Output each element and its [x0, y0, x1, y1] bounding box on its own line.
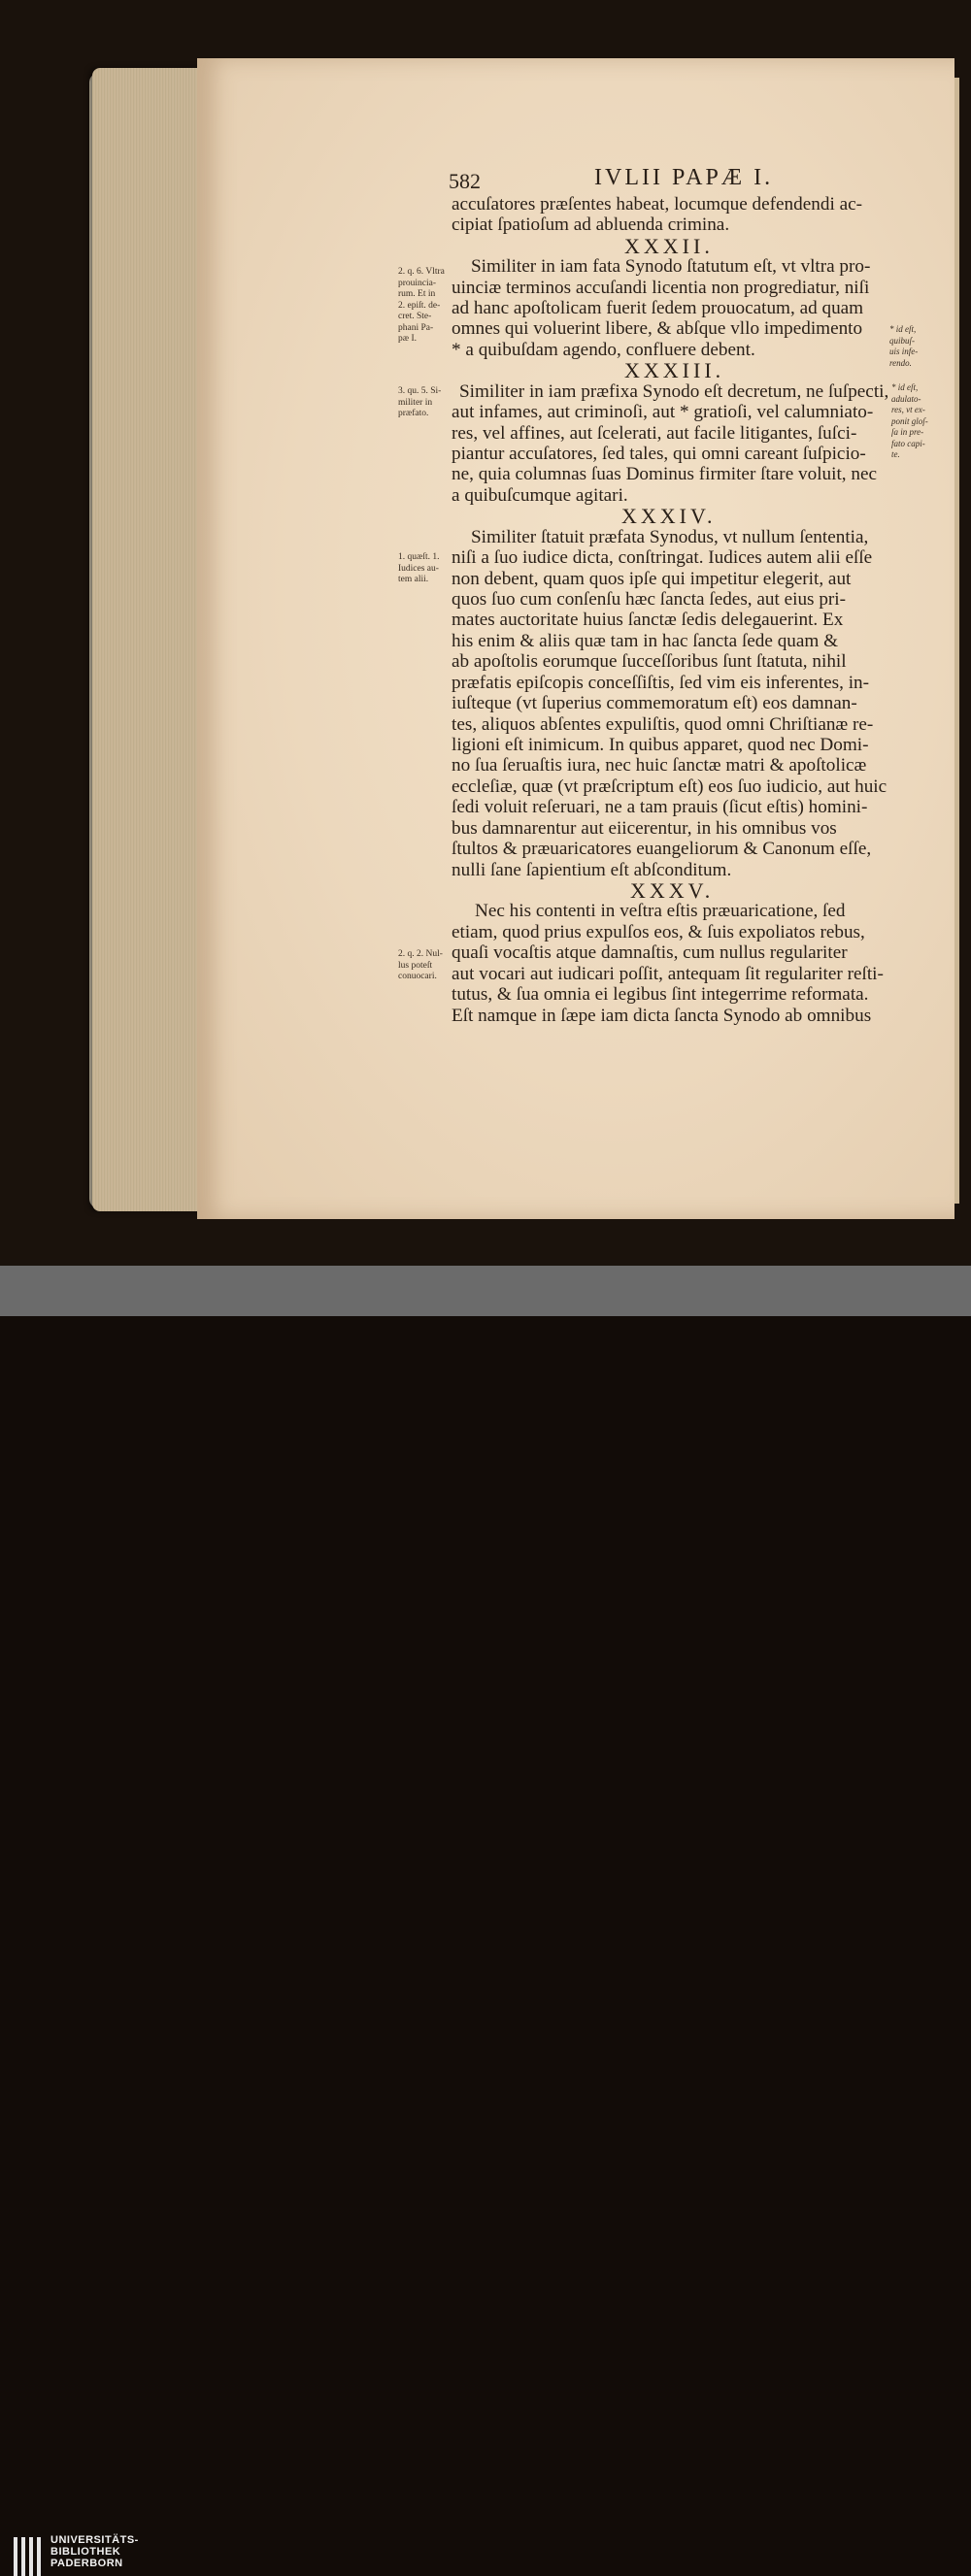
body-line: accuſatores præſentes habeat, locumque defendendi ac-	[452, 194, 862, 215]
running-title: IVLII PAPÆ I.	[594, 165, 774, 190]
margin-note-right: quibuſ-	[889, 335, 915, 346]
logo-stripe-icon	[21, 2537, 25, 2576]
body-line: ab apoſtolis eorumque ſucceſſoribus ſunt ſtatuta, nihil	[452, 651, 847, 672]
body-line: Eſt namque in ſæpe iam dicta ſancta Synodo ab omnibus	[452, 1006, 872, 1026]
margin-note-right: ſa in pre-	[891, 427, 924, 437]
body-line: a quibuſcumque agitari.	[452, 485, 628, 506]
margin-note-left: 2. epiſt. de-	[398, 300, 441, 311]
page-stack-edges	[92, 68, 209, 1211]
body-line: etiam, quod prius expulſos eos, & ſuis expoliatos rebus,	[452, 922, 865, 942]
margin-note-left: lus poteſt	[398, 960, 433, 971]
body-line: his enim & aliis quæ tam in hac ſancta ſede quam &	[452, 631, 839, 651]
margin-note-left: conuocari.	[398, 972, 437, 981]
body-line: ligioni eſt inimicum. In quibus apparet, quod nec Domi-	[452, 735, 869, 755]
margin-note-right: adulato-	[891, 393, 921, 404]
body-line: ſtultos & præuaricatores euangeliorum & Canonum eſſe,	[452, 839, 872, 859]
margin-note-right: te.	[891, 449, 900, 459]
section-heading: XXXIII.	[624, 358, 725, 382]
body-line: ne, quia columnas ſuas Dominus firmiter ſtare voluit, nec	[452, 464, 878, 484]
section-heading: XXXV.	[630, 878, 715, 903]
section-heading: XXXII.	[624, 234, 714, 258]
body-line: Nec his contenti in veſtra eſtis præuaricatione, ſed	[475, 901, 846, 921]
body-line: Similiter ſtatuit præfata Synodus, vt nullum ſententia,	[471, 527, 869, 547]
margin-note-right: ponit gloſ-	[891, 415, 928, 426]
margin-note-right: uis infe-	[889, 347, 919, 356]
body-line: no ſua ſeruaſtis iura, nec huic ſanctæ matri & apoſtolicæ	[452, 755, 867, 776]
margin-note-left: 2. q. 2. Nul-	[398, 949, 443, 959]
margin-note-right: * id eſt,	[889, 324, 917, 334]
body-line: ſedi voluit reſeruari, ne a tam prauis (ſicut eſtis) homini-	[452, 797, 868, 817]
body-line: præfatis epiſcopis conceſſiſtis, ſed vim eis inferentes, in-	[452, 673, 870, 693]
logo-line-3: PADERBORN	[50, 2558, 123, 2569]
body-line: niſi a ſuo iudice dicta, conſtringat. Iudices autem alii eſſe	[452, 547, 873, 568]
margin-note-left: 2. q. 6. Vltra	[398, 267, 445, 277]
margin-note-left: præfato.	[398, 409, 429, 418]
logo-line-1: UNIVERSITÄTS-	[50, 2534, 139, 2546]
body-line: Similiter in iam fata Synodo ſtatutum eſt, vt vltra pro-	[471, 256, 871, 277]
body-line: piantur accuſatores, ſed tales, qui omni careant ſuſpicio-	[452, 444, 866, 464]
margin-note-left: Iudices au-	[398, 563, 439, 574]
body-line: aut vocari aut iudicari poſſit, antequam ſit regulariter reſti-	[452, 964, 884, 984]
body-line: eccleſiæ, quæ (vt præſcriptum eſt) eos ſuo iudicio, aut huic	[452, 776, 887, 797]
margin-note-right: rendo.	[889, 357, 912, 368]
margin-note-left: 1. quæſt. 1.	[398, 552, 440, 562]
margin-note-left: pæ I.	[398, 334, 417, 344]
body-line: bus damnarentur aut eiicerentur, in his omnibus vos	[452, 818, 837, 839]
body-line: non debent, quam quos ipſe qui impetitur elegerit, aut	[452, 569, 852, 589]
body-line: aut infames, aut criminoſi, aut * gratioſi, vel calumniato-	[452, 402, 874, 422]
library-logo-bar	[0, 1266, 971, 2569]
body-line: tutus, & ſua omnia ei legibus ſint integerrime reformata.	[452, 984, 869, 1005]
section-heading: XXXIV.	[621, 504, 717, 528]
body-line: cipiat ſpatioſum ad abluenda crimina.	[452, 215, 730, 235]
margin-note-left: prouincia-	[398, 278, 437, 288]
margin-note-left: tem alii.	[398, 575, 429, 584]
logo-line-2: BIBLIOTHEK	[50, 2546, 121, 2558]
margin-note-left: cret. Ste-	[398, 312, 432, 321]
margin-note-left: militer in	[398, 397, 433, 408]
logo-stripe-icon	[37, 2537, 41, 2576]
page-number: 582	[449, 169, 481, 193]
body-line: tes, aliquos abſentes expuliſtis, quod omni Chriſtianæ re-	[452, 714, 874, 735]
body-line: uinciæ terminos accuſandi licentia non progrediatur, niſi	[452, 278, 870, 298]
margin-note-right: * id eſt,	[891, 382, 919, 392]
logo-stripe-icon	[14, 2537, 17, 2576]
body-line: quos ſuo cum conſenſu hæc ſancta ſedes, aut eius pri-	[452, 589, 847, 610]
body-line: quaſi vocaſtis atque damnaſtis, cum nullus regulariter	[452, 942, 848, 963]
body-line: res, vel affines, aut ſcelerati, aut facile litigantes, ſuſci-	[452, 423, 857, 444]
body-line: omnes qui voluerint libere, & abſque vllo impedimento	[452, 318, 863, 339]
book-scan	[0, 0, 971, 1266]
body-line: ad hanc apoſtolicam fuerit ſedem prouocatum, ad quam	[452, 298, 864, 318]
margin-note-left: 3. qu. 5. Si-	[398, 386, 442, 396]
body-line: Similiter in iam præfixa Synodo eſt decretum, ne ſuſpecti,	[459, 381, 889, 402]
body-line: nulli ſane ſapientium eſt abſconditum.	[452, 860, 732, 880]
body-line: * a quibuſdam agendo, confluere debent.	[452, 340, 755, 360]
body-line: iuſteque (vt ſuperius commemoratum eſt) eos damnan-	[452, 693, 857, 713]
body-line: mates auctoritate huius ſanctæ ſedis delegauerint. Ex	[452, 610, 844, 630]
margin-note-left: phani Pa-	[398, 322, 434, 333]
margin-note-right: res, vt ex-	[891, 405, 925, 414]
margin-note-right: fato capi-	[891, 438, 925, 448]
margin-note-left: rum. Et in	[398, 289, 436, 299]
logo-stripe-icon	[29, 2537, 33, 2576]
